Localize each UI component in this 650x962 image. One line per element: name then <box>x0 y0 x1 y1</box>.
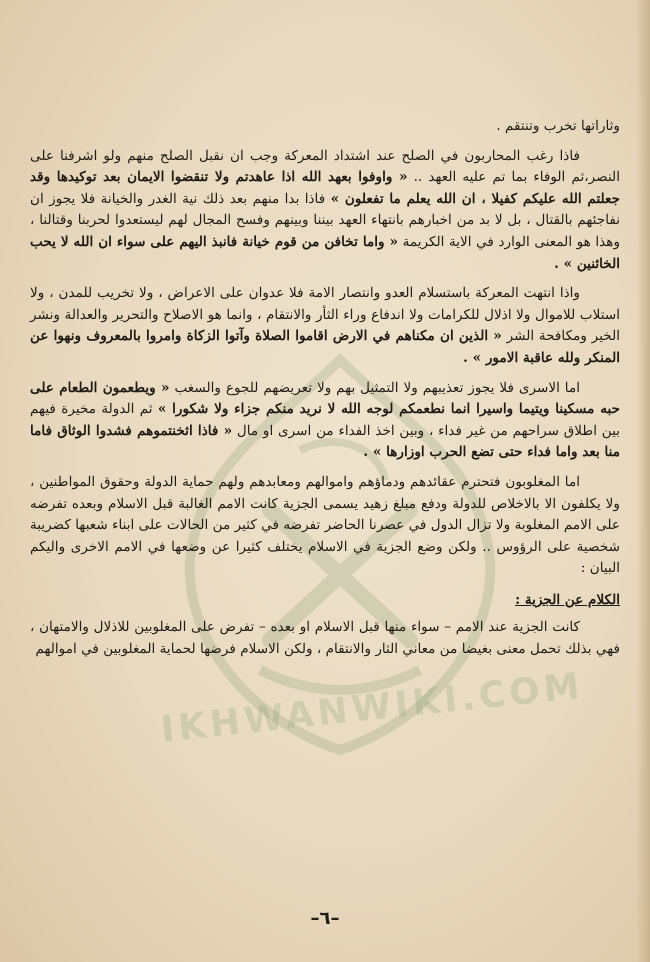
paragraph-after-victory: واذا انتهت المعركة باستسلام العدو وانتصار الامة فلا عدوان على الاعراض ، ولا تخريب للمدن ، ولا استلاب للاموال ولا اذلال للكرامات ولا اندفاع وراء الثأر والانتقام ، وانما هو الاصلاح والتحرير والعدالة ونشر الخير ومكافحة الشر « الذين ان مكناهم في الارض اقاموا الصلاة وآتوا الزكاة وامروا بالمعروف ونهوا عن المنكر ولله عاقبة الامور » . <box>30 285 620 366</box>
quran-quote: « الذين ان مكناهم في الارض اقاموا الصلاة وآتوا الزكاة وامروا بالمعروف ونهوا عن المنكر ولله عاقبة الامور » . <box>30 328 620 366</box>
watermark-text: IKHWANWIKI.COM <box>158 665 586 751</box>
paragraph-the-conquered: اما المغلوبون فتحترم عقائدهم ودماؤهم واموالهم ومعابدهم ولهم حماية الدولة وحقوق المواطنين ، ولا يكلفون الا بالاخلاص للدولة ودفع مبلغ زهيد يسمى الجزية كانت الامم الغالبة قبل الاسلام وبعده تفرضه على الامم المغلوبة ولا تزال الدول في عصرنا الحاضر تفرضه في كثير من الحالات على ابناء شعبها كضريبة شخصية على الرؤوس .. ولكن وضع الجزية في الاسلام يختلف كثيرا عن وضعها في الامم الاخرى واليكم البيان : <box>30 473 620 577</box>
paragraph-jizya: كانت الجزية عند الامم – سواء منها قبل الاسلام او بعده – تفرض على المغلوبين للاذلال والامتهان ، فهي بذلك تحمل معنى بغيضا من معاني الثار والانتقام ، ولكن الاسلام فرضها لحماية المغلوبين في اموالهم <box>30 619 620 658</box>
section-heading: الكلام عن الجزية : <box>515 591 620 608</box>
page-number: –٦– <box>310 908 340 929</box>
quran-quote: « واوفوا بعهد الله اذا عاهدتم ولا تنقضوا الايمان بعد توكيدها وقد جعلتم الله عليكم كفيلا ، ان الله يعلم ما تفعلون » <box>30 169 621 207</box>
quran-quote: « فاذا اثخنتموهم فشدوا الوثاق فاما منا بعد واما فداء حتى تضع الحرب اوزارها » . <box>30 422 620 461</box>
paragraph-prisoners: اما الاسرى فلا يجوز تعذيبهم ولا التمثيل بهم ولا تعريضهم للجوع والسغب « ويطعمون الطعام على حبه مسكينا ويتيما واسيرا انما نطعمكم لوجه الله لا نريد منكم جزاء ولا شكورا » ثم الدولة مخيرة فيهم بين اطلاق سراحهم من غير فداء ، وبين اخذ الفداء من اسرى او مال « فاذا اثخنتموهم فشدوا الوثاق فاما منا بعد واما فداء حتى تضع الحرب اوزارها » . <box>30 379 620 461</box>
paragraph-peace-treaty: فاذا رغب المحاربون في الصلح عند اشتداد المعركة وجب ان نقبل الصلح منهم ولو اشرفنا على النصر،ثم الوفاء بما تم عليه العهد .. « واوفوا بعهد الله اذا عاهدتم ولا تنقضوا الايمان بعد توكيدها وقد جعلتم الله عليكم كفيلا ، ان الله يعلم ما تفعلون » فاذا بدا منهم بعد ذلك نية الغدر والخيانة فلا يجوز ان نفاجئهم بالقتال ، بل لا بد من اخبارهم بانتهاء العهد بيننا وبينهم وفسح المجال لهم ليستعدوا لحربنا وقتالنا ، وهذا هو المعنى الوارد في الاية الكريمة « واما تخافن من قوم خيانة فانبذ اليهم على سواء ان الله لا يحب الخائنين » . <box>30 147 621 272</box>
quran-quote: « ويطعمون الطعام على حبه مسكينا ويتيما واسيرا انما نطعمكم لوجه الله لا نريد منكم جزاء ولا شكورا » <box>30 379 620 418</box>
quran-quote: « واما تخافن من قوم خيانة فانبذ اليهم على سواء ان الله لا يحب الخائنين » . <box>30 233 620 272</box>
paragraph-continuation: وثاراتها تخرب وتنتقم . <box>496 118 620 134</box>
page-body <box>30 116 620 661</box>
